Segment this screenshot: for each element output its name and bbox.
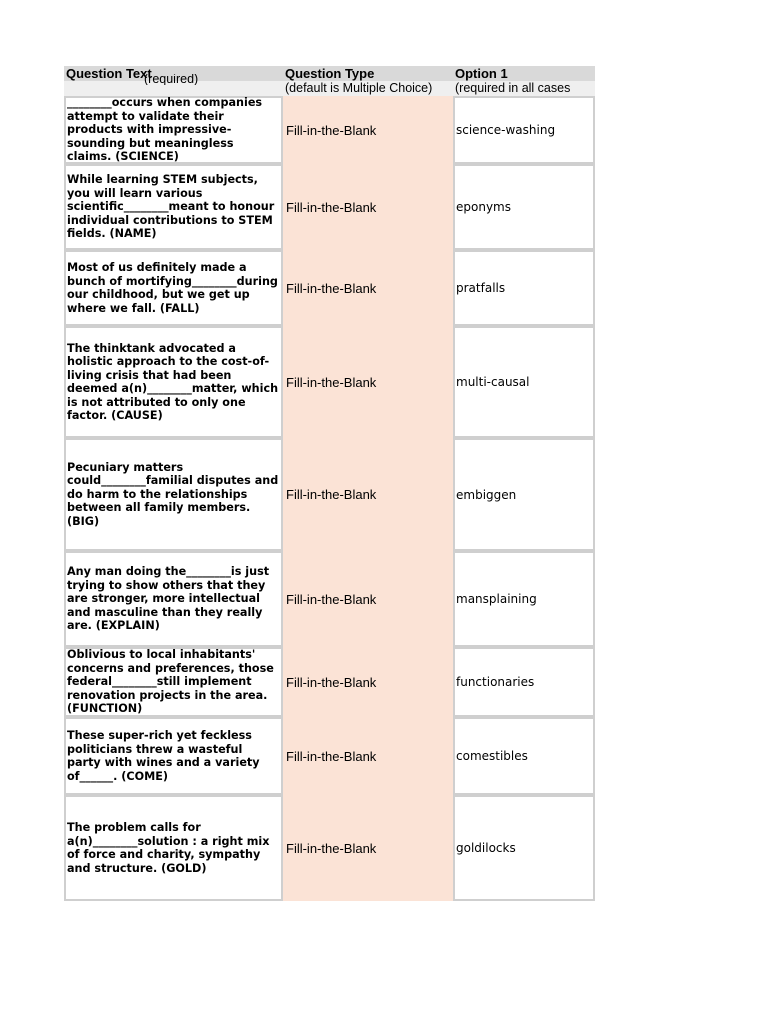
question-cell[interactable] bbox=[64, 96, 283, 164]
question-cell[interactable] bbox=[64, 164, 283, 250]
option1-text: embiggen bbox=[456, 487, 517, 502]
type-cell[interactable] bbox=[283, 795, 453, 901]
option1-cell[interactable] bbox=[453, 717, 595, 795]
question-text: The problem calls for a(n)________solution : a right mix of force and charity, sympathy and structure. (GOLD) bbox=[67, 821, 270, 875]
table-row bbox=[64, 438, 595, 551]
question-cell[interactable] bbox=[64, 551, 283, 647]
option1-cell[interactable] bbox=[453, 326, 595, 438]
option1-text: comestibles bbox=[456, 749, 528, 763]
type-text: Fill-in-the-Blank bbox=[286, 122, 377, 138]
option1-cell[interactable] bbox=[453, 250, 595, 326]
question-cell[interactable] bbox=[64, 438, 283, 551]
question-cell[interactable] bbox=[64, 647, 283, 717]
type-cell[interactable] bbox=[283, 326, 453, 438]
question-text: ________occurs when companies attempt to validate their products with impressive-sounding but meaningless claims. (SCIENCE) bbox=[67, 96, 263, 164]
table-row bbox=[64, 96, 595, 164]
type-cell[interactable] bbox=[283, 551, 453, 647]
table-row bbox=[64, 647, 595, 717]
table-row bbox=[64, 795, 595, 901]
type-cell[interactable] bbox=[283, 717, 453, 795]
type-cell[interactable] bbox=[283, 438, 453, 551]
option1-cell[interactable] bbox=[453, 164, 595, 250]
header-question-type-sub: (default is Multiple Choice) bbox=[285, 81, 433, 95]
option1-text: eponyms bbox=[456, 200, 511, 214]
type-text: Fill-in-the-Blank bbox=[286, 487, 377, 502]
question-cell[interactable] bbox=[64, 326, 283, 438]
question-cell[interactable] bbox=[64, 717, 283, 795]
table-row bbox=[64, 250, 595, 326]
header-question-text-sub: (required) bbox=[144, 74, 199, 85]
type-text: Fill-in-the-Blank bbox=[286, 280, 377, 296]
type-text: Fill-in-the-Blank bbox=[286, 674, 377, 690]
option1-cell[interactable] bbox=[453, 438, 595, 551]
option1-text: mansplaining bbox=[456, 592, 537, 606]
option1-text: goldilocks bbox=[456, 841, 516, 855]
option1-cell[interactable] bbox=[453, 795, 595, 901]
option1-cell[interactable] bbox=[453, 647, 595, 717]
table-row bbox=[64, 717, 595, 795]
type-text: Fill-in-the-Blank bbox=[286, 591, 377, 607]
type-text: Fill-in-the-Blank bbox=[286, 748, 377, 764]
question-text: Any man doing the________is just trying to show others that they are stronger, more intellectual and masculine than they really are. (EXPLAIN) bbox=[67, 565, 270, 633]
type-cell[interactable] bbox=[283, 164, 453, 250]
table-row bbox=[64, 551, 595, 647]
header-option1-label: Option 1 bbox=[455, 66, 508, 81]
question-text: Pecuniary matters could________familial disputes and do harm to the relationships between all family members. (BIG) bbox=[67, 460, 279, 528]
header-option1-sub: (required in all cases bbox=[455, 81, 571, 95]
type-cell[interactable] bbox=[283, 250, 453, 326]
question-text: While learning STEM subjects, you will learn various scientific________meant to honour individual contributions to STEM fields. (NAME) bbox=[67, 173, 275, 241]
option1-text: science-washing bbox=[456, 123, 556, 137]
type-text: Fill-in-the-Blank bbox=[286, 840, 377, 856]
type-text: Fill-in-the-Blank bbox=[286, 374, 377, 390]
type-cell[interactable] bbox=[283, 96, 453, 164]
header-question-text-label: Question Text bbox=[66, 66, 152, 81]
type-cell[interactable] bbox=[283, 647, 453, 717]
option1-cell[interactable] bbox=[453, 96, 595, 164]
question-cell[interactable] bbox=[64, 795, 283, 901]
table-row bbox=[64, 326, 595, 438]
question-text: Most of us definitely made a bunch of mortifying________during our childhood, but we get up where we fall. (FALL) bbox=[67, 261, 278, 315]
option1-text: functionaries bbox=[456, 675, 535, 689]
header-question-type-label: Question Type bbox=[285, 66, 375, 81]
type-text: Fill-in-the-Blank bbox=[286, 199, 377, 215]
option1-text: pratfalls bbox=[456, 281, 506, 295]
question-text: The thinktank advocated a holistic approach to the cost-of-living crisis that had been deemed a(n)________matter, which is not attributed to only one factor. (CAUSE) bbox=[67, 341, 279, 422]
question-text: These super-rich yet feckless politicians threw a wasteful party with wines and a variety of______. (COME) bbox=[67, 729, 260, 783]
table-row bbox=[64, 164, 595, 250]
option1-text: multi-causal bbox=[456, 375, 530, 389]
question-cell[interactable] bbox=[64, 250, 283, 326]
question-text: Oblivious to local inhabitants' concerns and preferences, those federal________still implement renovation projects in the area. (FUNCTION) bbox=[67, 648, 274, 716]
option1-cell[interactable] bbox=[453, 551, 595, 647]
